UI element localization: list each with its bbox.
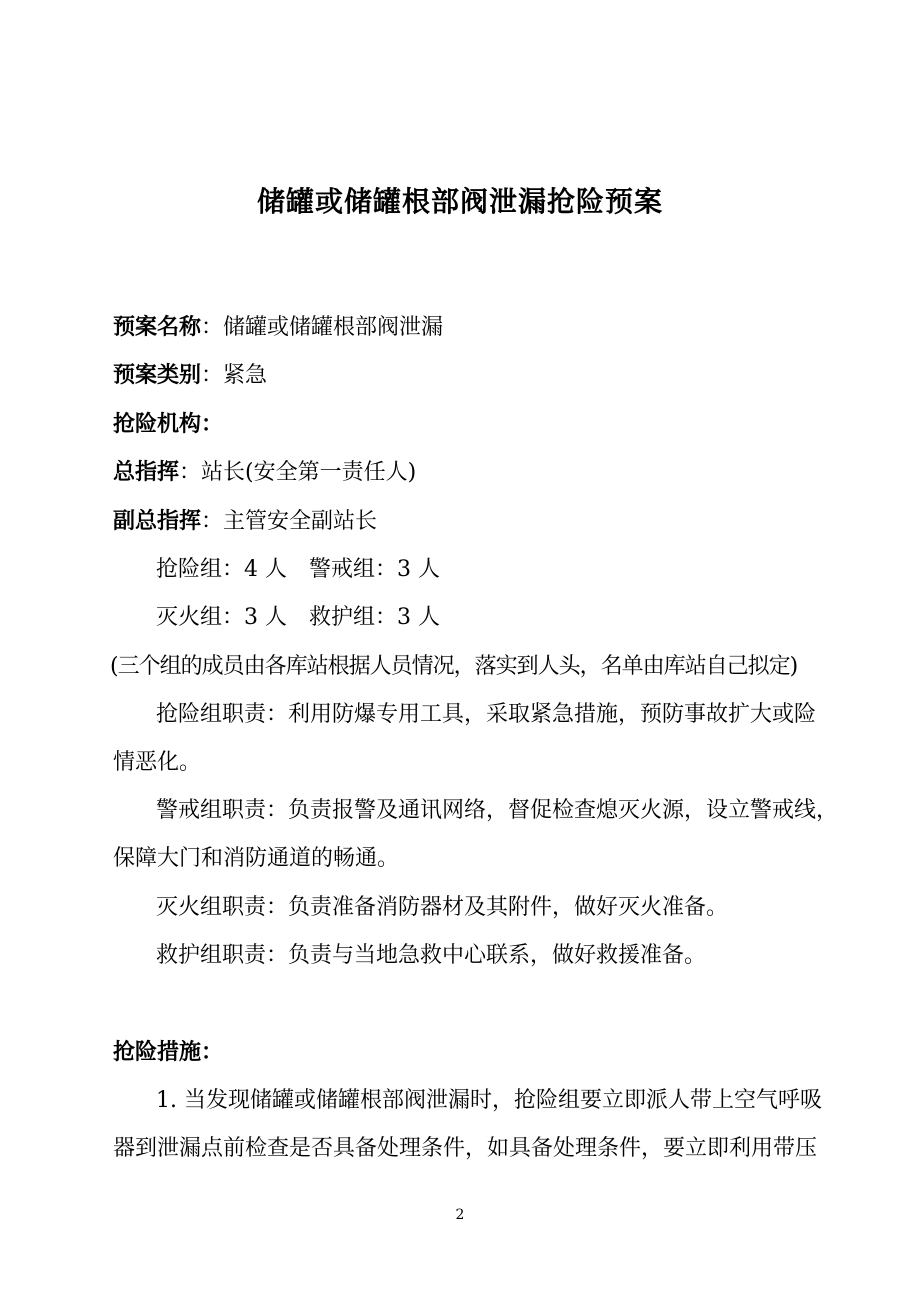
deputy-value: 主管安全副站长 — [223, 509, 378, 534]
duty-rescue-line-2: 情恶化。 — [113, 750, 202, 775]
org-heading: 抢险机构 — [113, 412, 202, 437]
measure-1-line-2: 器到泄漏点前检查是否具备处理条件，如具备处理条件，要立即利用带压 — [113, 1136, 818, 1161]
page-number: 2 — [455, 1207, 465, 1223]
duty-fire: 灭火组职责：负责准备消防器材及其附件，做好灭火准备。 — [156, 895, 729, 920]
plan-name-label: 预案名称 — [113, 315, 202, 340]
plan-type-value: 紧急 — [223, 363, 268, 388]
plan-type-label: 预案类别 — [113, 363, 202, 388]
commander-row: 总指挥：站长(安全第一责任人) — [113, 460, 417, 485]
duty-guard-line-2: 保障大门和消防通道的畅通。 — [113, 846, 400, 871]
aid-group-count: 救护组：3 人 — [309, 605, 440, 630]
page-title: 储罐或储罐根部阀泄漏抢险预案 — [256, 185, 663, 218]
measures-heading-row: 抢险措施： — [113, 1040, 224, 1065]
duty-aid: 救护组职责：负责与当地急救中心联系，做好救援准备。 — [156, 943, 707, 968]
deputy-row: 副总指挥：主管安全副站长 — [113, 509, 378, 534]
groups-row-1 — [156, 555, 440, 585]
duty-rescue-line-1: 抢险组职责：利用防爆专用工具，采取紧急措施，预防事故扩大或险 — [156, 702, 817, 727]
plan-type-row: 预案类别：紧急 — [113, 363, 268, 388]
measures-heading: 抢险措施 — [113, 1040, 202, 1065]
commander-label: 总指挥 — [113, 460, 180, 485]
guard-group-count: 警戒组：3 人 — [309, 557, 440, 582]
duty-guard-line-1: 警戒组职责：负责报警及通讯网络，督促检查熄灭火源，设立警戒线， — [156, 798, 839, 823]
fire-group-count: 灭火组：3 人 — [156, 605, 287, 630]
measure-1-line-1: 1. 当发现储罐或储罐根部阀泄漏时，抢险组要立即派人带上空气呼吸 — [156, 1088, 822, 1113]
group-note: (三个组的成员由各库站根据人员情况，落实到人头，名单由库站自己拟定) — [110, 654, 798, 679]
rescue-group-count: 抢险组：4 人 — [156, 557, 287, 582]
commander-value: 站长(安全第一责任人) — [201, 460, 417, 485]
plan-name-row: 预案名称：储罐或储罐根部阀泄漏 — [113, 315, 444, 340]
plan-name-value: 储罐或储罐根部阀泄漏 — [223, 315, 444, 340]
org-heading-row: 抢险机构： — [113, 412, 224, 437]
deputy-label: 副总指挥 — [113, 509, 202, 534]
groups-row-2 — [156, 603, 440, 633]
